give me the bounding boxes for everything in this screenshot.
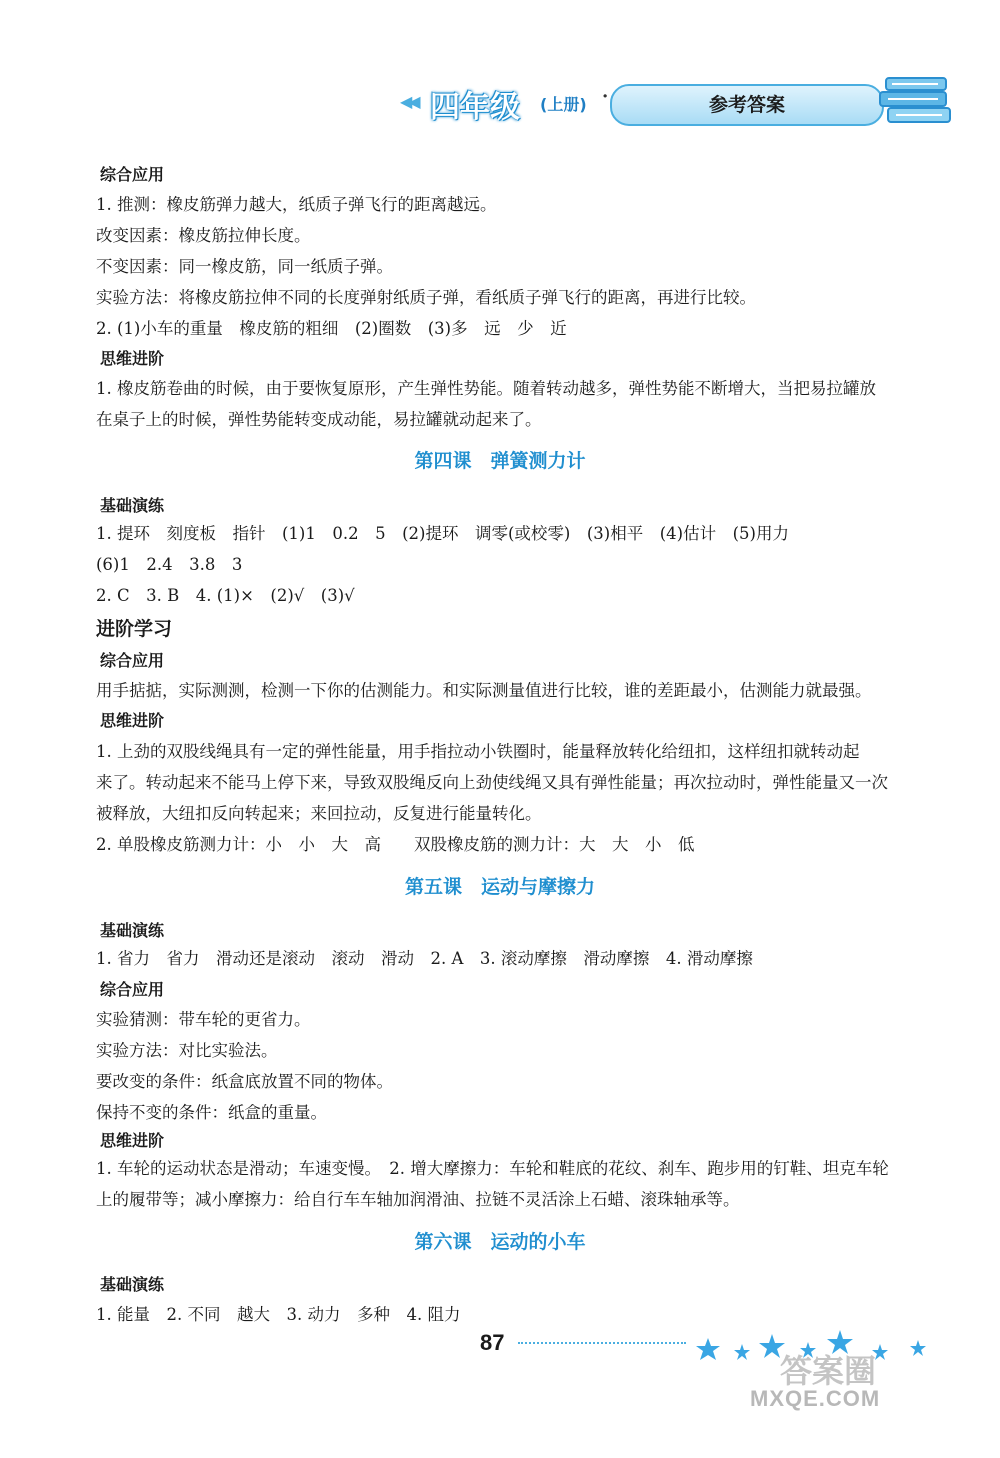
section-heading: 基础演练 xyxy=(100,496,165,515)
answer-line: 1. 提环 刻度板 指针 (1)1 0.2 5 (2)提环 调零(或校零) (3)相平 (4)估计 (5)用力 xyxy=(96,524,789,543)
lesson-title: 第五课 运动与摩擦力 xyxy=(404,876,595,898)
answer-line: 2. C 3. B 4. (1)× (2)√ (3)√ xyxy=(96,586,355,605)
page-number: 87 xyxy=(480,1330,505,1355)
answer-line: 1. 车轮的运动状态是滑动；车速变慢。 2. 增大摩擦力：车轮和鞋底的花纹、刹车、跑步用的钉鞋、坦克车轮 xyxy=(96,1159,889,1178)
section-heading: 基础演练 xyxy=(100,921,165,940)
section-heading: 综合应用 xyxy=(100,165,165,184)
semester-label: (上册) xyxy=(540,95,587,114)
answer-line: 1. 橡皮筋卷曲的时候，由于要恢复原形，产生弹性势能。随着转动越多，弹性势能不断增大，当把易拉罐放 xyxy=(96,379,876,398)
section-heading: 思维进阶 xyxy=(100,1131,165,1150)
header-banner xyxy=(610,84,884,126)
page-footer xyxy=(480,1320,1000,1440)
grade-label: 四年级 xyxy=(430,90,520,125)
answer-line: 2. (1)小车的重量 橡皮筋的粗细 (2)圈数 (3)多 远 少 近 xyxy=(96,319,567,338)
dotted-divider xyxy=(518,1342,686,1344)
lesson-title: 第四课 弹簧测力计 xyxy=(414,450,586,472)
answer-line: (6)1 2.4 3.8 3 xyxy=(96,555,243,574)
answer-line: 改变因素：橡皮筋拉伸长度。 xyxy=(96,226,311,245)
header-dot: · xyxy=(602,86,609,107)
answer-line: 1. 上劲的双股线绳具有一定的弹性能量，用手指拉动小铁圈时，能量释放转化给纽扣，这样纽扣就转动起 xyxy=(96,742,860,761)
books-icon xyxy=(878,72,958,128)
section-heading: 进阶学习 xyxy=(96,618,173,640)
answer-line: 在桌子上的时候，弹性势能转变成动能，易拉罐就动起来了。 xyxy=(96,410,542,429)
watermark-url: MXQE.COM xyxy=(750,1386,881,1411)
answer-line: 实验猜测：带车轮的更省力。 xyxy=(96,1010,311,1029)
answer-line: 被释放，大纽扣反向转起来；来回拉动，反复进行能量转化。 xyxy=(96,804,542,823)
answer-line: 1. 省力 省力 滑动还是滚动 滚动 滑动 2. A 3. 滚动摩擦 滑动摩擦 4. 滑动摩擦 xyxy=(96,949,753,968)
section-heading: 综合应用 xyxy=(100,980,165,999)
section-heading: 思维进阶 xyxy=(100,349,165,368)
double-arrow-left-icon: ◀◀ xyxy=(400,92,417,111)
answer-line: 实验方法：将橡皮筋拉伸不同的长度弹射纸质子弹，看纸质子弹飞行的距离，再进行比较。 xyxy=(96,288,756,307)
watermark-logo: 答案圈 xyxy=(780,1352,877,1390)
lesson-title: 第六课 运动的小车 xyxy=(414,1231,586,1253)
section-heading: 思维进阶 xyxy=(100,711,165,730)
answer-line: 上的履带等；减小摩擦力：给自行车车轴加润滑油、拉链不灵活涂上石蜡、滚珠轴承等。 xyxy=(96,1190,740,1209)
page-header xyxy=(400,78,960,138)
answer-line: 来了。转动起来不能马上停下来，导致双股绳反向上劲使线绳又具有弹性能量；再次拉动时，弹性能量又一次 xyxy=(96,773,888,792)
answer-line: 不变因素：同一橡皮筋，同一纸质子弹。 xyxy=(96,257,393,276)
answer-line: 保持不变的条件：纸盒的重量。 xyxy=(96,1103,327,1122)
section-heading: 综合应用 xyxy=(100,651,165,670)
section-heading: 基础演练 xyxy=(100,1275,165,1294)
header-title: 参考答案 xyxy=(708,94,785,116)
answer-line: 1. 能量 2. 不同 越大 3. 动力 多种 4. 阻力 xyxy=(96,1305,461,1324)
answer-line: 1. 推测：橡皮筋弹力越大，纸质子弹飞行的距离越远。 xyxy=(96,195,497,214)
answer-line: 用手掂掂，实际测测，检测一下你的估测能力。和实际测量值进行比较，谁的差距最小，估测能力就最强。 xyxy=(96,681,872,700)
answer-line: 要改变的条件：纸盒底放置不同的物体。 xyxy=(96,1072,393,1091)
answer-line: 实验方法：对比实验法。 xyxy=(96,1041,278,1060)
answer-line: 2. 单股橡皮筋测力计：小 小 大 高 双股橡皮筋的测力计：大 大 小 低 xyxy=(96,835,695,854)
